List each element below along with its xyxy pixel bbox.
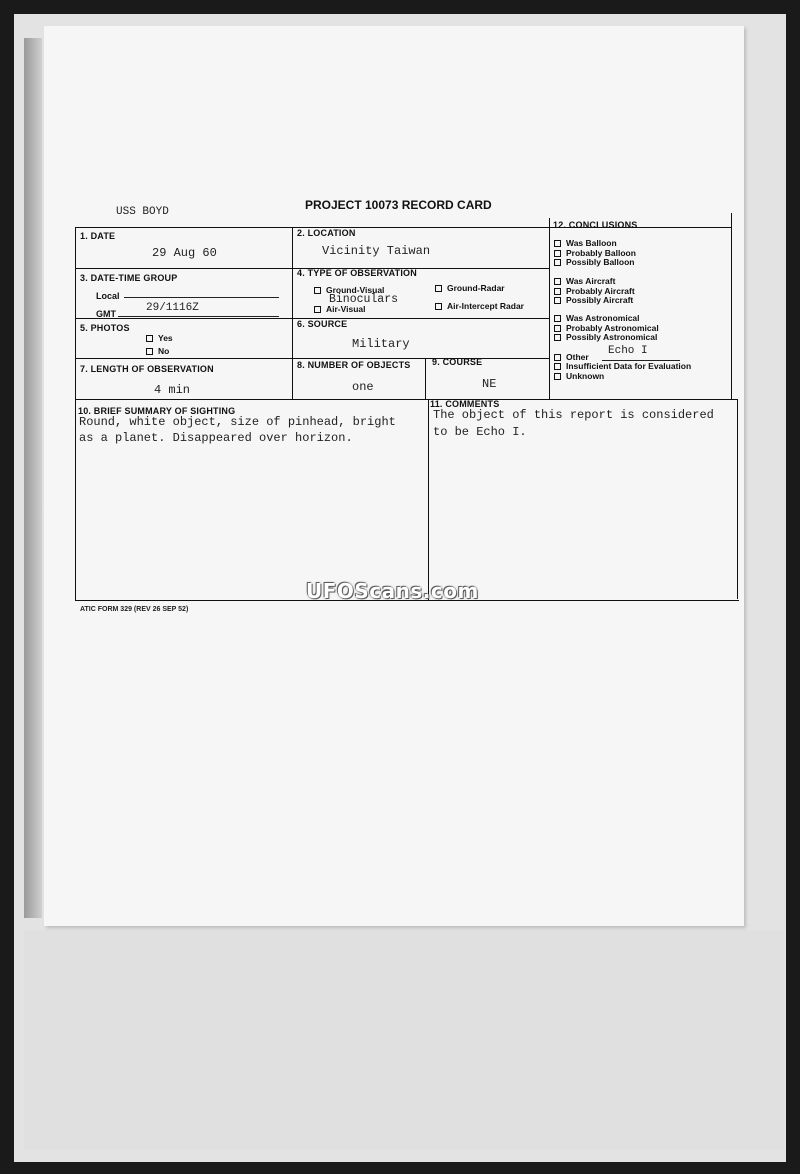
conclusions-balloon-group [554,239,636,268]
photos-yes [146,334,173,344]
comments-line-2: to be Echo I. [433,425,527,439]
record-card-sheet [44,26,744,926]
other-text: Other [566,352,589,362]
photos-label: 5. PHOTOS [80,323,130,333]
checkbox-was-balloon [554,240,561,247]
conclusions-astronomical-group [554,314,659,343]
date-time-group-label: 3. DATE-TIME GROUP [80,273,178,283]
option-air-intercept [435,302,524,312]
number-objects-label: 8. NUMBER OF OBJECTS [297,360,411,370]
watermark: UFOScans.com [306,579,479,603]
gmt-label: GMT [96,309,116,319]
checkbox-ground-visual [314,287,321,294]
checkbox-air-visual [314,306,321,313]
grid-col2 [549,218,550,399]
ship-name: USS BOYD [116,206,169,218]
card-title: PROJECT 10073 RECORD CARD [305,198,492,212]
checkbox-unknown [554,373,561,380]
checkbox-possibly-aircraft [554,297,561,304]
local-label: Local [96,291,120,301]
location-value: Vicinity Taiwan [322,244,431,258]
checkbox-possibly-astronomical [554,334,561,341]
source-value: Military [352,337,410,351]
possibly-balloon-text: Possibly Balloon [566,257,635,267]
summary-line-2: as a planet. Disappeared over horizon. [79,431,353,445]
photos-yes-text: Yes [158,333,173,343]
gmt-value: 29/1116Z [146,302,199,314]
checkbox-ground-radar [435,285,442,292]
probably-astronomical-text: Probably Astronomical [566,322,659,333]
was-aircraft-text: Was Aircraft [566,276,616,286]
option-ground-radar-text: Ground-Radar [447,283,505,293]
binoculars-note: Binoculars [329,293,399,306]
local-line [124,297,279,298]
conclusions-final-group [554,362,691,381]
checkbox-probably-balloon [554,250,561,257]
grid-row4 [75,399,737,400]
form-id: ATIC FORM 329 (REV 26 SEP 52) [80,606,189,613]
scan-edge-shadow [24,38,42,918]
checkbox-other [554,354,561,361]
was-astronomical-text: Was Astronomical [566,313,640,323]
conclusions-label: 12. CONCLUSIONS [553,220,638,230]
scan-lower-area [24,930,784,1150]
course-label: 9. COURSE [432,357,483,367]
comments-line-1: The object of this report is considered [433,408,714,422]
grid-col-comments [428,399,429,600]
option-ground-radar [435,284,505,294]
probably-aircraft-text: Probably Aircraft [566,285,635,296]
photos-no [146,347,169,357]
option-air-visual [314,305,366,315]
date-value: 29 Aug 60 [152,246,217,260]
other-value: Echo I [608,345,648,357]
grid-right-top [731,213,732,399]
length-label: 7. LENGTH OF OBSERVATION [80,364,214,374]
gmt-line [118,316,279,317]
possibly-aircraft-text: Possibly Aircraft [566,295,634,305]
checkbox-probably-astronomical [554,325,561,332]
unknown-text: Unknown [566,370,605,381]
checkbox-photos-no [146,348,153,355]
photos-no-text: No [158,346,170,356]
summary-label: 10. BRIEF SUMMARY OF SIGHTING [78,406,236,416]
grid-col-course [425,358,426,399]
course-value: NE [482,377,497,391]
insufficient-text: Insufficient Data for Evaluation [566,361,692,371]
number-objects-value: one [352,380,374,394]
checkbox-photos-yes [146,335,153,342]
grid-col1 [292,227,293,399]
checkbox-air-intercept [435,303,442,310]
location-label: 2. LOCATION [297,228,356,238]
checkbox-was-astronomical [554,315,561,322]
grid-left [75,227,76,600]
length-value: 4 min [154,383,191,397]
checkbox-possibly-balloon [554,259,561,266]
summary-line-1: Round, white object, size of pinhead, bright [79,415,396,429]
option-ground-visual-text: Ground-Visual [326,285,385,295]
comments-label: 11. COMMENTS [430,399,500,409]
conclusions-aircraft-group [554,277,635,306]
possibly-astronomical-text: Possibly Astronomical [566,332,658,342]
date-label: 1. DATE [80,231,116,241]
checkbox-was-aircraft [554,278,561,285]
type-of-observation-label: 4. TYPE OF OBSERVATION [297,268,417,278]
grid-right-bottom [737,399,738,599]
was-balloon-text: Was Balloon [566,238,617,248]
checkbox-probably-aircraft [554,288,561,295]
option-air-intercept-text: Air-Intercept Radar [447,301,524,311]
probably-balloon-text: Probably Balloon [566,247,636,258]
option-air-visual-text: Air-Visual [326,304,366,314]
checkbox-insufficient [554,363,561,370]
source-label: 6. SOURCE [297,319,348,329]
